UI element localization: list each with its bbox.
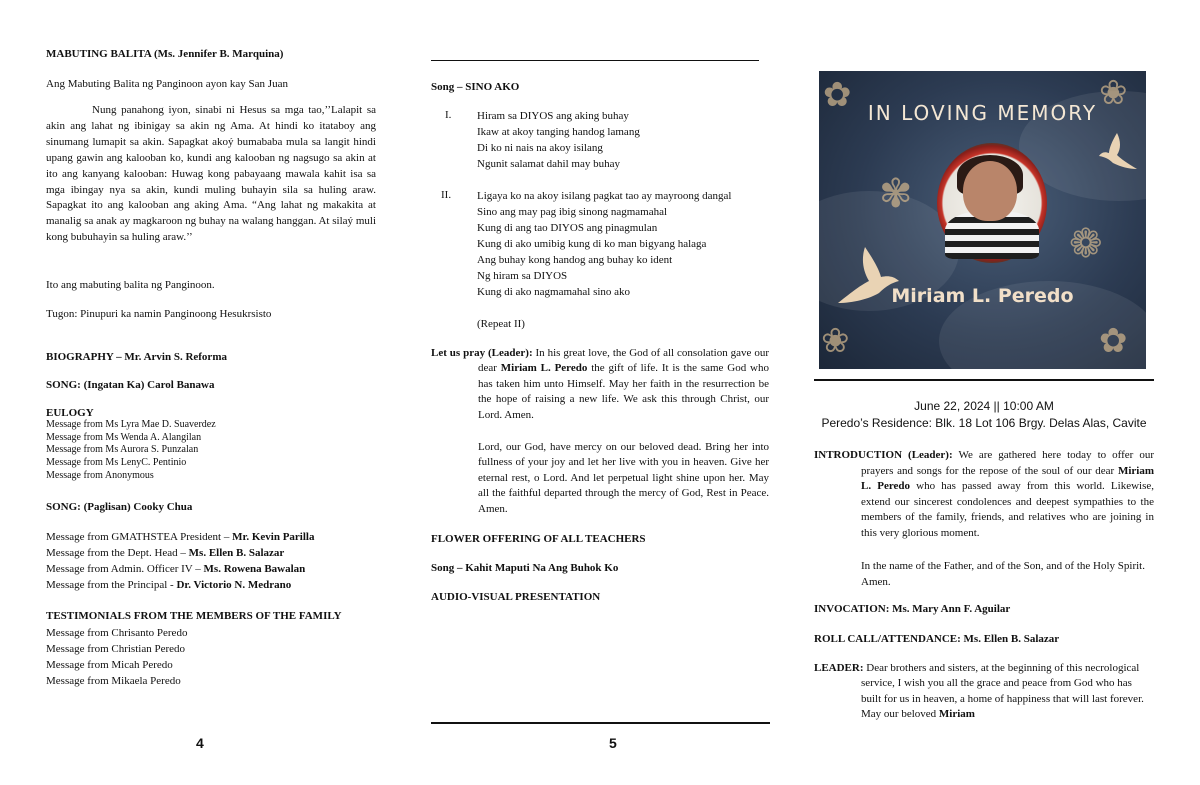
service-venue: Peredo’s Residence: Blk. 18 Lot 106 Brgy. Delas Alas, Cavite xyxy=(821,416,1147,430)
list-item: Message from the Dept. Head – Ms. Ellen B. Salazar xyxy=(46,547,285,559)
family-messages-list xyxy=(46,625,376,689)
verse-line: Sino ang may pag ibig sinong nagmamahal xyxy=(477,206,668,218)
list-item: Message from Anonymous xyxy=(46,469,154,481)
verse-line: Ligaya ko na akoy isilang pagkat tao ay mayroong dangal xyxy=(477,190,732,202)
verse-numeral: II. xyxy=(441,189,452,201)
list-item: Message from Ms Wenda A. Alangilan xyxy=(46,431,202,443)
song-ingatan-ka: SONG: (Ingatan Ka) Carol Banawa xyxy=(46,379,215,391)
list-item: Message from Admin. Officer IV – Ms. Rowena Bawalan xyxy=(46,563,306,575)
list-item: Message from Micah Peredo xyxy=(46,659,173,671)
gospel-closing: Ito ang mabuting balita ng Panginoon. xyxy=(46,279,215,291)
list-item: Message from GMATHSTEA President – Mr. Kevin Parilla xyxy=(46,531,315,543)
gospel-response: Tugon: Pinupuri ka namin Panginoong Hesukrsisto xyxy=(46,308,272,320)
song-paglisan: SONG: (Paglisan) Cooky Chua xyxy=(46,501,193,513)
song-kahit-maputi: Song – Kahit Maputi Na Ang Buhok Ko xyxy=(431,562,619,574)
song-sino-ako-title: Song – SINO AKO xyxy=(431,81,520,93)
leader-paragraph: LEADER: Dear brothers and sisters, at the beginning of this necrological service, I wish you all the grace and peace from God who has built for us in heaven, a home of happiness that will last forever. May our beloved Miriam xyxy=(814,662,1144,721)
page-4 xyxy=(46,0,376,785)
gospel-intro: Ang Mabuting Balita ng Panginoon ayon kay San Juan xyxy=(46,78,288,90)
eulogy-heading: EULOGY xyxy=(46,407,94,419)
verse-line: Kung di ang tao DIYOS ang pinagmulan xyxy=(477,222,658,234)
biography-heading: BIOGRAPHY – Mr. Arvin S. Reforma xyxy=(46,351,227,363)
verse-line: Ngunit salamat dahil may buhay xyxy=(477,158,620,170)
verse-line: Hiram sa DIYOS ang aking buhay xyxy=(477,110,629,122)
page-5 xyxy=(431,0,771,785)
eulogy-list xyxy=(46,419,376,483)
floral-ornament-icon: ❀ xyxy=(1099,73,1128,113)
gospel-text: Nung panahong iyon, sinabi ni Hesus sa mga tao,’’Lalapit sa akin ang lahat ng ibinigay sa akin ng Ama. At hindi ko itataboy ang sinumang lumapit sa akin. Sapagkat akoý bumababa mula sa langit hindi upang gawin ang kalooban ko, kundi ang kalooban ng nagsugo sa akin at ito ang kanyang kalooban: Huwag kong pabayaang mawala kahit isa sa mga ibingay nya sa akin, kundi muling buhayin sila sa huling araw. Sapagkat ito ang kalooban ang aking Ama. “Ang lahat ng makakita at manalig sa anak ay magkaroon ng buhay na walang hanggan. At silaý muli kong bubuhayin sa huling araw.’’ xyxy=(46,104,376,244)
bottom-divider xyxy=(431,722,770,724)
list-item: Message from Ms Lyra Mae D. Suaverdez xyxy=(46,419,216,430)
verse-numeral: I. xyxy=(445,109,452,121)
verse-line: Kung di ako nagmamahal sino ako xyxy=(477,286,631,298)
floral-ornament-icon: ✾ xyxy=(879,171,913,217)
verse-2 xyxy=(441,188,771,300)
prayer-mercy: Lord, our God, have mercy on our beloved dead. Bring her into fullness of your joy and let her live with you in heaven. Give her eternal rest, o Lord. And let perpetual light shine upon her. May all the faithful departed through the mercy of God, Rest in Peace. Amen. xyxy=(478,441,769,515)
list-item: Message from Chrisanto Peredo xyxy=(46,627,188,639)
floral-ornament-icon: ✿ xyxy=(1099,321,1128,361)
verse-1 xyxy=(445,108,771,172)
floral-ornament-icon: ❀ xyxy=(821,321,850,361)
verse-line: Kung di ako umibig kung di ko man bigyang halaga xyxy=(477,238,707,250)
banner-name: Miriam L. Peredo xyxy=(891,285,1074,307)
banner-title: IN LOVING MEMORY xyxy=(867,101,1098,125)
invocation: INVOCATION: Ms. Mary Ann F. Aguilar xyxy=(814,603,1011,615)
introduction-sign-of-cross: In the name of the Father, and of the Son, and of the Holy Spirit. Amen. xyxy=(861,560,1145,588)
floral-ornament-icon: ❁ xyxy=(1069,221,1103,267)
gospel-heading: MABUTING BALITA (Ms. Jennifer B. Marquina) xyxy=(46,48,284,60)
prayer-paragraph: Let us pray (Leader): In his great love, the God of all consolation gave our dear Miriam L. Peredo the gift of life. It is the same God who has taken him unto Himself. May her faith in the resurrection be the hope of raising a new life. We ask this through Christ, our Lord. Amen. xyxy=(431,347,769,421)
verse-line: Di ko ni nais na akoy isilang xyxy=(477,142,603,154)
flower-offering: FLOWER OFFERING OF ALL TEACHERS xyxy=(431,533,646,545)
list-item: Message from Ms LenyC. Pentinio xyxy=(46,457,187,469)
cover-page xyxy=(814,0,1154,785)
list-item: Message from Ms Aurora S. Punzalan xyxy=(46,444,199,456)
verse-line: Ang buhay kong handog ang buhay ko ident xyxy=(477,254,673,266)
roll-call: ROLL CALL/ATTENDANCE: Ms. Ellen B. Salazar xyxy=(814,633,1060,645)
page-number-5: 5 xyxy=(609,735,617,751)
list-item: Message from the Principal - Dr. Victorio N. Medrano xyxy=(46,579,292,591)
list-item: Message from Mikaela Peredo xyxy=(46,675,181,687)
verse-line: Ikaw at akoy tanging handog lamang xyxy=(477,126,640,138)
list-item: Message from Christian Peredo xyxy=(46,643,185,655)
floral-ornament-icon: ✿ xyxy=(823,75,852,115)
audio-visual: AUDIO-VISUAL PRESENTATION xyxy=(431,591,601,603)
repeat-note: (Repeat II) xyxy=(477,318,525,330)
official-messages-list xyxy=(46,529,386,593)
service-date-time: June 22, 2024 || 10:00 AM xyxy=(914,399,1054,413)
testimonials-heading: TESTIMONIALS FROM THE MEMBERS OF THE FAMILY xyxy=(46,610,342,622)
introduction-paragraph: INTRODUCTION (Leader): We are gathered here today to offer our prayers and songs for the repose of the soul of our dear Miriam L. Peredo who has passed away from this world. Likewise, extend our sincerest condolences and deepest sympathies to the members of the family, friends, and relatives who are joining in this very glorious moment. xyxy=(814,449,1154,539)
verse-line: Ng hiram sa DIYOS xyxy=(477,270,568,282)
page-number-4: 4 xyxy=(196,735,204,751)
